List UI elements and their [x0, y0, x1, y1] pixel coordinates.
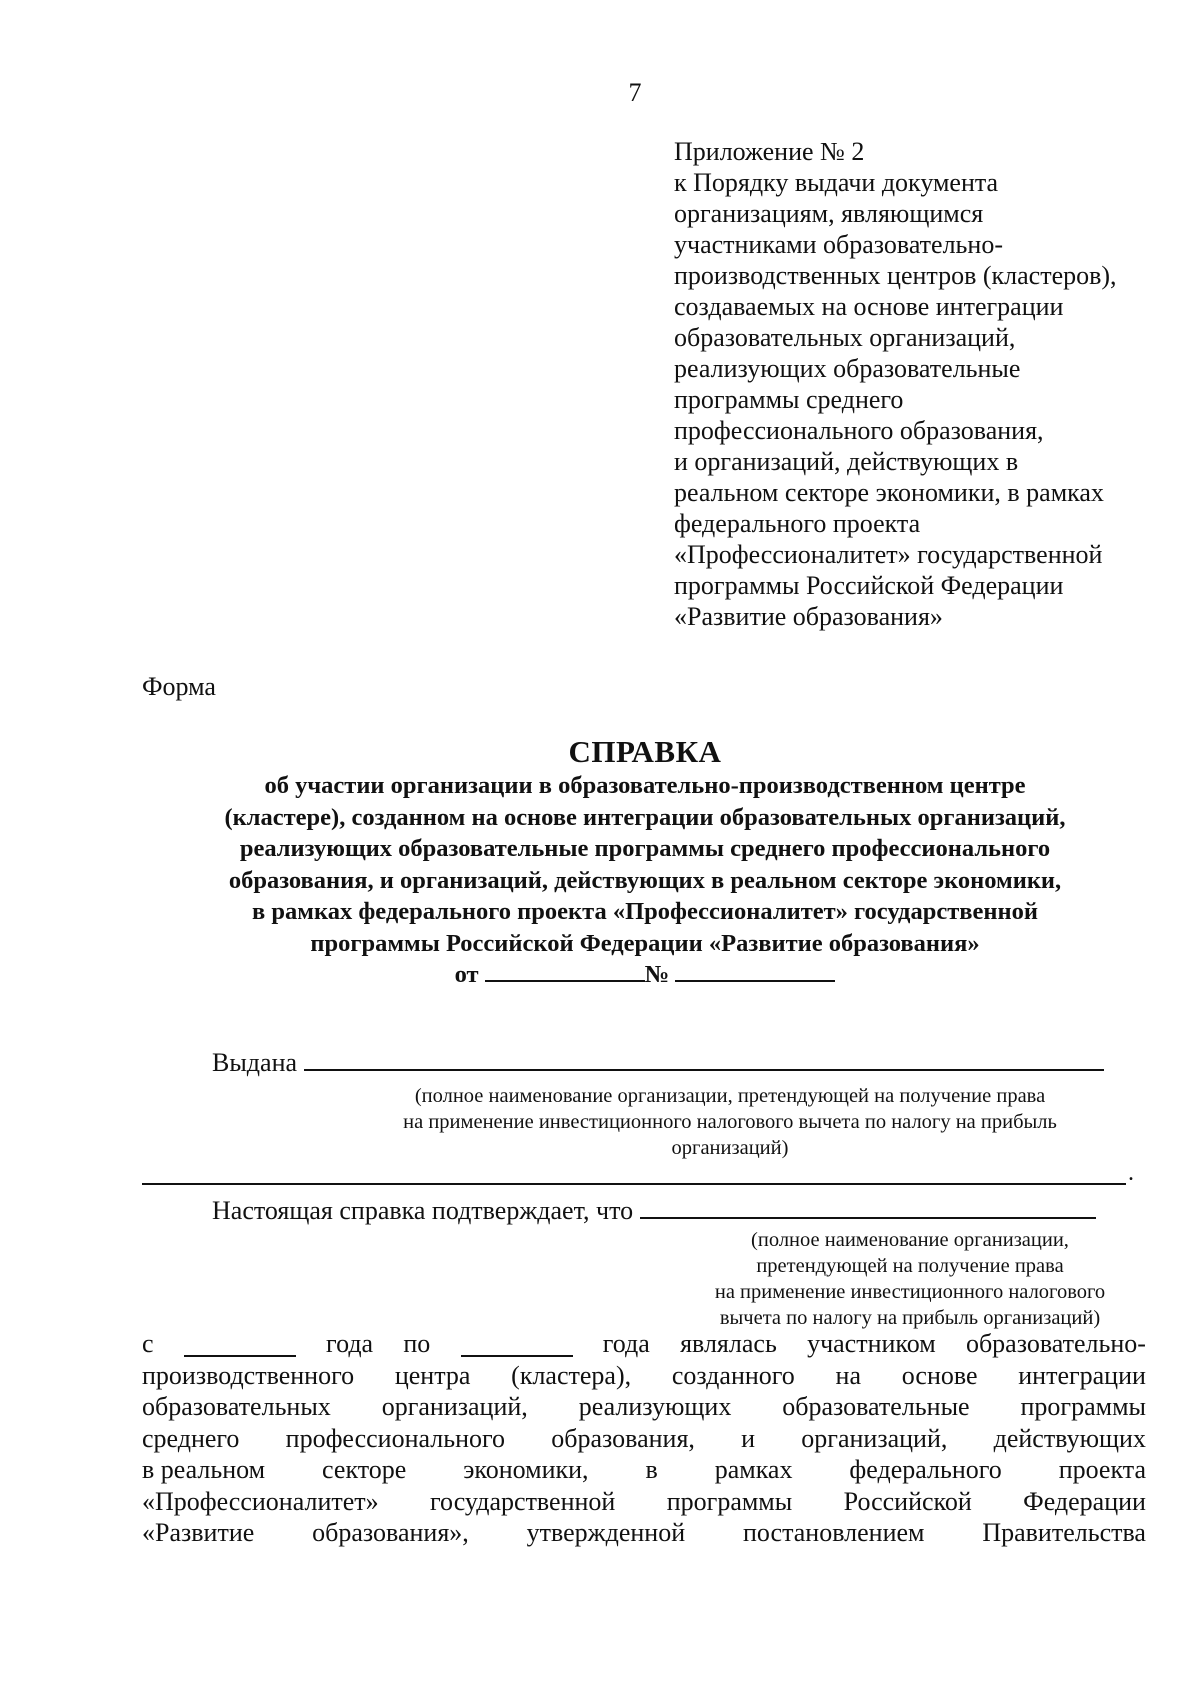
- body-word: Правительства: [982, 1518, 1146, 1547]
- body-line: [142, 1328, 1146, 1360]
- appendix-line: и организаций, действующих в: [674, 447, 1019, 476]
- line-end-dot: .: [1128, 1160, 1134, 1186]
- hint-line: (полное наименование организации, претендующей на получение права: [414, 1085, 1046, 1107]
- hint-line: на применение инвестиционного налогового вычета по налогу на прибыль: [403, 1111, 1057, 1133]
- body-word: среднего: [142, 1423, 240, 1453]
- page-number: 7: [628, 78, 642, 107]
- body-word: (кластера),: [511, 1360, 632, 1390]
- appendix-line: программы Российской Федерации: [674, 571, 1064, 600]
- hint-line: претендующей на получение права: [756, 1255, 1064, 1277]
- appendix-line: к Порядку выдачи документа: [674, 168, 999, 197]
- subtitle-line: образования, и организаций, действующих в реальном секторе экономики,: [228, 866, 1062, 894]
- body-word: «Профессионалитет»: [142, 1486, 379, 1516]
- body-word: реализующих: [578, 1392, 732, 1421]
- issued-row: [212, 1048, 1104, 1078]
- end-year-field[interactable]: [461, 1354, 573, 1357]
- number-field[interactable]: [675, 979, 835, 982]
- body-word: основе: [901, 1360, 978, 1390]
- appendix-header: [674, 136, 1194, 632]
- hint-line: на применение инвестиционного налогового: [714, 1281, 1106, 1303]
- date-number-line: [0, 959, 1200, 991]
- body-paragraph: [142, 1328, 1146, 1549]
- appendix-line: участниками образовательно-: [674, 230, 1003, 259]
- issued-to-field[interactable]: [304, 1068, 1104, 1071]
- appendix-line: реализующих образовательные: [674, 354, 1021, 383]
- body-line: [142, 1454, 1146, 1486]
- subtitle-line: реализующих образовательные программы среднего профессионального: [239, 835, 1051, 862]
- hint-line: (полное наименование организации,: [751, 1229, 1069, 1251]
- hint-line: вычета по налогу на прибыль организаций): [719, 1307, 1101, 1329]
- body-word: профессионального: [285, 1423, 506, 1453]
- body-word: организаций,: [381, 1392, 528, 1421]
- body-word: центра: [394, 1360, 471, 1390]
- year-word: года: [602, 1329, 650, 1358]
- body-word: производственного: [142, 1360, 355, 1390]
- appendix-line: «Развитие образования»: [674, 602, 943, 631]
- to-word: по: [403, 1329, 431, 1358]
- body-word: «Развитие: [142, 1518, 255, 1547]
- date-field[interactable]: [485, 979, 645, 982]
- body-word: программы: [666, 1486, 793, 1516]
- appendix-line: Приложение № 2: [674, 137, 865, 166]
- body-word: интеграции: [1018, 1360, 1146, 1390]
- issued-hint: [310, 1083, 1150, 1161]
- body-word: Российской: [843, 1486, 972, 1516]
- body-word: проекта: [1058, 1455, 1146, 1484]
- body-word: программы: [1020, 1392, 1146, 1421]
- body-line: [142, 1486, 1146, 1518]
- body-word: и: [741, 1423, 756, 1453]
- body-word: участником: [807, 1329, 936, 1358]
- body-line: [142, 1423, 1146, 1455]
- body-word: организаций,: [801, 1423, 948, 1453]
- confirm-row: [212, 1196, 1096, 1226]
- body-line: [142, 1517, 1146, 1549]
- year-word: года: [326, 1329, 374, 1358]
- hint-line: организаций): [671, 1137, 789, 1159]
- confirm-label: Настоящая справка подтверждает, что: [212, 1196, 634, 1225]
- subtitle-line: об участии организации в образовательно-производственном центре: [264, 772, 1026, 799]
- appendix-line: организациям, являющимся: [674, 199, 984, 228]
- subtitle-line: в рамках федерального проекта «Профессионалитет» государственной: [252, 898, 1038, 925]
- body-word: в: [645, 1455, 658, 1484]
- body-word: образовательно-: [965, 1329, 1146, 1358]
- confirm-org-field[interactable]: [640, 1216, 1096, 1219]
- body-word: постановлением: [742, 1518, 925, 1547]
- body-word: образования,: [551, 1423, 695, 1453]
- body-word: образовательные: [782, 1392, 970, 1421]
- body-word: утвержденной: [526, 1518, 686, 1547]
- body-word: образовательных: [142, 1392, 331, 1421]
- document-title: СПРАВКА: [568, 734, 722, 769]
- subtitle-line: программы Российской Федерации «Развитие образования»: [310, 929, 980, 957]
- body-line: [142, 1391, 1146, 1423]
- body-word: в реальном: [142, 1455, 266, 1484]
- body-word: федерального: [849, 1455, 1002, 1484]
- appendix-line: профессионального образования,: [674, 416, 1044, 445]
- issued-label: Выдана: [212, 1048, 298, 1077]
- appendix-line: программы среднего: [674, 385, 904, 414]
- from-word: с: [142, 1329, 154, 1358]
- subtitle-line: (кластере), созданном на основе интеграции образовательных организаций,: [224, 803, 1066, 831]
- appendix-line: федерального проекта: [674, 509, 921, 538]
- appendix-line: образовательных организаций,: [674, 323, 1016, 352]
- body-word: образования»,: [312, 1518, 469, 1547]
- body-word: государственной: [430, 1486, 616, 1516]
- body-line: [142, 1360, 1146, 1392]
- body-word: являлась: [680, 1329, 777, 1358]
- appendix-line: реальном секторе экономики, в рамках: [674, 478, 1104, 507]
- appendix-line: производственных центров (кластеров),: [674, 261, 1117, 290]
- start-year-field[interactable]: [184, 1354, 296, 1357]
- body-word: созданного: [671, 1360, 795, 1390]
- appendix-line: «Профессионалитет» государственной: [674, 540, 1103, 569]
- body-word: рамках: [714, 1455, 793, 1484]
- issued-continuation-field[interactable]: [142, 1182, 1126, 1185]
- form-label: Форма: [142, 672, 216, 701]
- body-word: на: [835, 1360, 862, 1390]
- confirm-hint: [660, 1227, 1160, 1331]
- body-word: секторе: [322, 1455, 407, 1484]
- appendix-line: создаваемых на основе интеграции: [674, 292, 1064, 321]
- body-word: действующих: [993, 1423, 1146, 1453]
- number-prefix: №: [644, 961, 670, 988]
- date-prefix: от: [454, 961, 479, 988]
- body-word: Федерации: [1023, 1486, 1146, 1516]
- body-word: экономики,: [463, 1455, 589, 1484]
- document-subtitle: [0, 770, 1200, 991]
